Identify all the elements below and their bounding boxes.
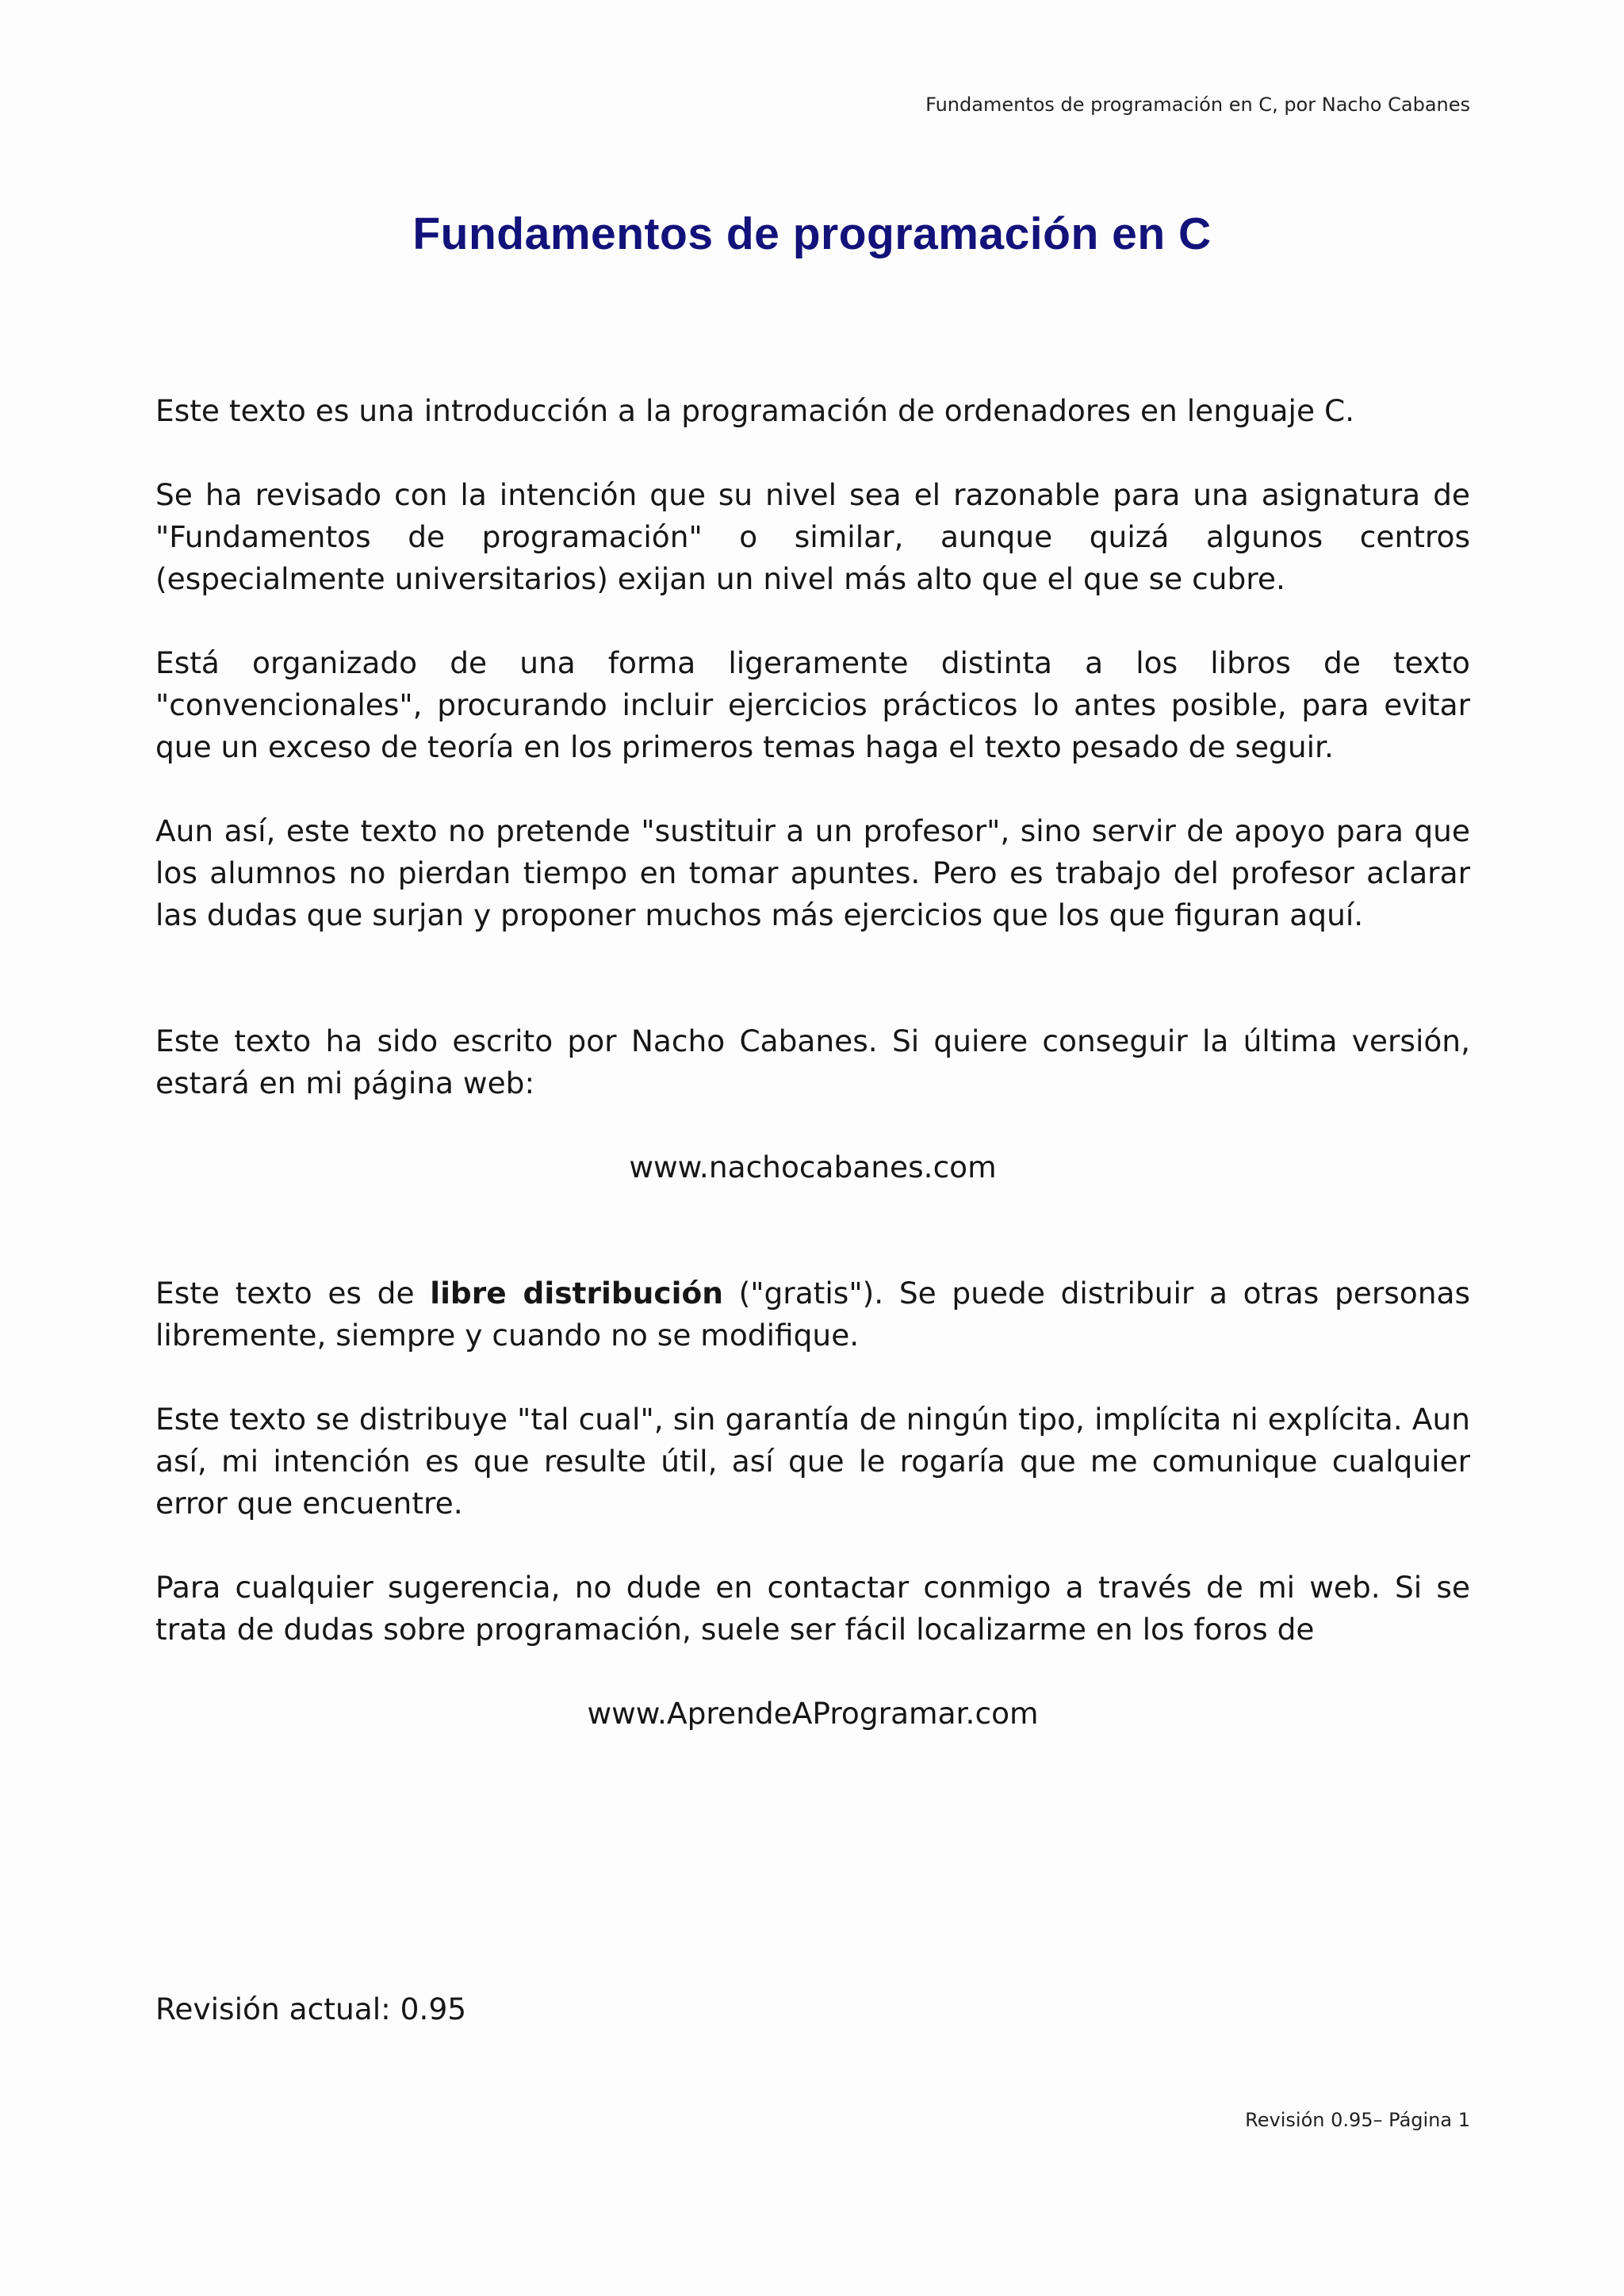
forum-website-link[interactable]: www.AprendeAProgramar.com (587, 1696, 1039, 1731)
document-title: Fundamentos de programación en C (412, 209, 1212, 259)
paragraph-support: Aun así, este texto no pretende "sustituir a un profesor", sino servir de apoyo para que los alumnos no pierdan tiempo en tomar apuntes. Pero es trabajo del profesor aclarar las dudas que surjan y proponer muchos más ejercicios que los que figuran aquí. (155, 813, 1470, 932)
paragraph-level: Se ha revisado con la intención que su nivel sea el razonable para una asignatura de "Fundamentos de programación" o similar, aunque quizá algunos centros (especialmente universitarios) exijan un nivel más alto que el que se cubre. (155, 477, 1470, 596)
paragraph-intro: Este texto es una introducción a la programación de ordenadores en lenguaje C. (155, 393, 1355, 428)
license-bold-text: libre distribución (430, 1276, 723, 1311)
paragraph-organization: Está organizado de una forma ligeramente distinta a los libros de texto "convencionales", procurando incluir ejercicios prácticos lo antes posible, para evitar que un exceso de teoría en los primeros temas haga el texto pesado de seguir. (155, 645, 1470, 764)
page-footer: Revisión 0.95– Página 1 (1245, 2109, 1470, 2131)
paragraph-warranty: Este texto se distribuye "tal cual", sin garantía de ningún tipo, implícita ni explícita. Aun así, mi intención es que resulte útil, así que le rogaría que me comunique cualquier error que encuentre. (155, 1402, 1470, 1521)
paragraph-license (155, 1272, 1470, 1357)
running-header: Fundamentos de programación en C, por Nacho Cabanes (925, 94, 1470, 116)
paragraph-author: Este texto ha sido escrito por Nacho Cabanes. Si quiere conseguir la última versión, estará en mi página web: (155, 1024, 1470, 1100)
document-body (155, 390, 1470, 1777)
revision-label: Revisión actual: 0.95 (155, 1992, 467, 2026)
license-text-start: Este texto es de (155, 1276, 431, 1311)
license-text-end: ("gratis"). Se puede distribuir a otras personas libremente, siempre y cuando no se modifique. (155, 1276, 1470, 1353)
author-website-link[interactable]: www.nachocabanes.com (629, 1150, 997, 1184)
paragraph-contact: Para cualquier sugerencia, no dude en contactar conmigo a través de mi web. Si se trata de dudas sobre programación, suele ser fácil localizarme en los foros de (155, 1570, 1470, 1647)
